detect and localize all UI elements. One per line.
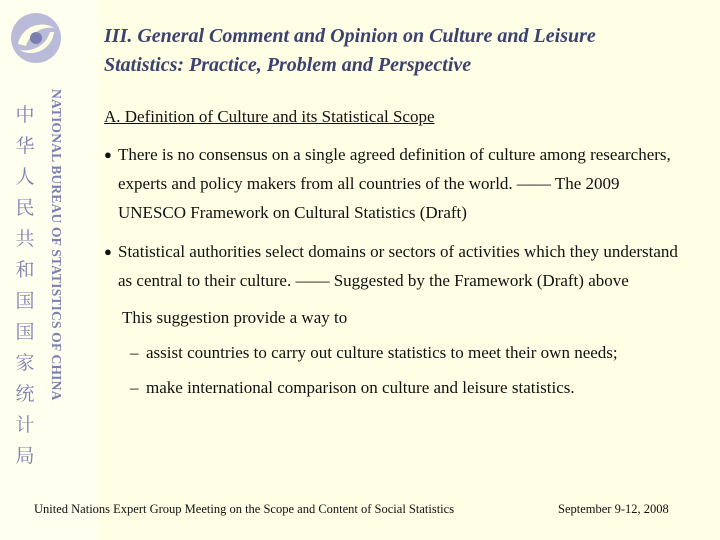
cn-char: 民 [15,197,35,219]
cn-char: 国 [15,290,35,312]
dash-item [104,373,684,402]
slide-title [104,22,704,80]
section-subheading: A. Definition of Culture and its Statistical Scope [104,107,435,126]
cn-char: 人 [15,166,35,188]
slide-body [104,104,684,402]
dash-icon: – [130,378,139,397]
cn-char: 华 [15,135,35,157]
title-line-2: Statistics: Practice, Problem and Perspective [104,54,472,76]
bullet-text: There is no consensus on a single agreed definition of culture among researchers, experts and policy makers from all countries of the world. —— The 2009 UNESCO Framework on Cultural Statistics (Draft) [118,145,671,222]
dash-icon: – [130,343,139,362]
sidebar [0,0,98,540]
nbs-logo-icon [8,10,64,66]
footer-meeting: United Nations Expert Group Meeting on the Scope and Content of Social Statistics [34,502,455,516]
cn-char: 共 [15,228,35,250]
cn-char: 计 [15,414,35,436]
english-org-name: NATIONAL BUREAU OF STATISTICS OF CHINA [49,89,64,401]
footer-date: September 9-12, 2008 [558,502,669,516]
cn-char: 局 [15,445,35,467]
chinese-org-name [12,100,38,472]
bullet-item [104,237,684,295]
title-line-1: III. General Comment and Opinion on Culture and Leisure [104,25,596,47]
bullet-text: Statistical authorities select domains or sectors of activities which they understand as central to their culture. —— Suggested by the Framework (Draft) above [118,242,678,290]
dash-text: make international comparison on culture and leisure statistics. [146,378,575,397]
bullet-dot-icon: ● [104,147,112,162]
cn-char: 国 [15,321,35,343]
bullet-dot-icon: ● [104,244,112,259]
dash-text: assist countries to carry out culture statistics to meet their own needs; [146,343,618,362]
suggestion-text: This suggestion provide a way to [122,308,348,327]
cn-char: 和 [15,259,35,281]
bullet-item [104,140,684,227]
cn-char: 中 [15,104,35,126]
cn-char: 统 [15,383,35,405]
dash-item [104,338,684,367]
cn-char: 家 [15,352,35,374]
